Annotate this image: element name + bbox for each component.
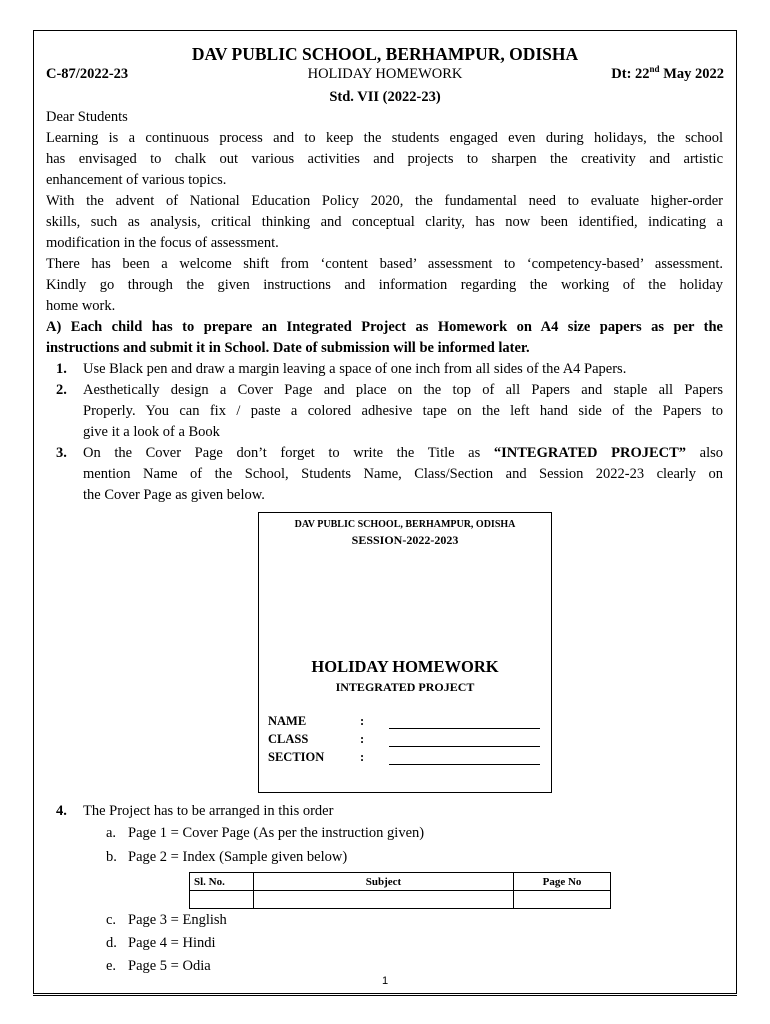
page-border-bottom: [33, 993, 737, 996]
salutation: Dear Students: [46, 109, 128, 125]
table-cell: [190, 891, 254, 909]
intro-text: [46, 107, 723, 359]
table-header-pageno: Page No: [514, 873, 611, 891]
cover-blank-line: [389, 716, 540, 729]
table-header-subject: Subject: [254, 873, 514, 891]
instruction-line: Aesthetically design a Cover Page and place on the top of all Papers and staple all Papers: [83, 382, 723, 398]
cover-colon: :: [360, 714, 365, 728]
order-item-b: b. Page 2 = Index (Sample given below): [106, 849, 348, 865]
cover-colon: :: [360, 732, 365, 746]
instruction-line: Use Black pen and draw a margin leaving a space of one inch from all sides of the A4 Papers.: [83, 361, 627, 377]
table-header-slno: Sl. No.: [190, 873, 254, 891]
cover-title: HOLIDAY HOMEWORK: [311, 657, 499, 676]
table-header-row: [190, 873, 611, 891]
document-date: Dt: 22nd May 2022: [611, 64, 724, 82]
instruction-line: mention Name of the School, Students Name, Class/Section and Session 2022-23 clearly on: [83, 466, 723, 482]
para1-line: has envisaged to chalk out various activities and projects to sharpen the creativity and artistic: [46, 151, 723, 167]
cover-blank-line: [389, 752, 540, 765]
table-row: [190, 891, 611, 909]
instruction-number: 1.: [56, 361, 67, 377]
instruction-line: Properly. You can fix / paste a colored adhesive tape on the left hand side of the Papers to: [83, 403, 723, 419]
order-item-c: c. Page 3 = English: [106, 912, 227, 928]
cover-page-sample: [258, 512, 552, 793]
para2-line: modification in the focus of assessment.: [46, 235, 279, 251]
para1-line: enhancement of various topics.: [46, 172, 227, 188]
instruction-line: On the Cover Page don’t forget to write the Title as “INTEGRATED PROJECT” also: [83, 445, 724, 461]
index-sample-table: [189, 872, 611, 909]
para2-line: skills, such as analysis, critical thinking and conceptual clarity, has now been identified, indicating a: [46, 214, 723, 230]
section-a-line: instructions and submit it in School. Date of submission will be informed later.: [46, 340, 530, 356]
para3-line: home work.: [46, 298, 116, 314]
reference-number: C-87/2022-23: [46, 66, 129, 82]
cover-subtitle: INTEGRATED PROJECT: [335, 680, 475, 694]
instruction-line: The Project has to be arranged in this order: [83, 803, 334, 819]
cover-field-section: SECTION: [268, 750, 325, 764]
page-number: 1: [381, 975, 389, 987]
table-cell: [514, 891, 611, 909]
cover-session: SESSION-2022-2023: [351, 533, 459, 547]
instruction-number: 4.: [56, 803, 67, 819]
para3-line: There has been a welcome shift from ‘content based’ assessment to ‘competency-based’ assessment.: [46, 256, 723, 272]
para3-line: Kindly go through the given instructions and information regarding the working of the holiday: [46, 277, 723, 293]
para2-line: With the advent of National Education Policy 2020, the fundamental need to evaluate higher-order: [46, 193, 723, 209]
document-title: HOLIDAY HOMEWORK: [307, 66, 463, 82]
para1-line: Learning is a continuous process and to keep the students engaged even during holidays, the school: [46, 130, 723, 146]
cover-colon: :: [360, 750, 365, 764]
order-item-a: a. Page 1 = Cover Page (As per the instruction given): [106, 825, 425, 841]
cover-blank-line: [389, 734, 540, 747]
section-a-line: A) Each child has to prepare an Integrated Project as Homework on A4 size papers as per the: [46, 319, 723, 335]
order-item-d: d. Page 4 = Hindi: [106, 935, 216, 951]
cover-field-class: CLASS: [268, 732, 309, 746]
class-standard: Std. VII (2022-23): [329, 89, 441, 105]
school-name: DAV PUBLIC SCHOOL, BERHAMPUR, ODISHA: [191, 44, 579, 64]
cover-school-name: DAV PUBLIC SCHOOL, BERHAMPUR, ODISHA: [294, 519, 516, 530]
table-cell: [254, 891, 514, 909]
instruction-number: 3.: [56, 445, 67, 461]
order-item-e: e. Page 5 = Odia: [106, 958, 211, 974]
instruction-number: 2.: [56, 382, 67, 398]
instruction-line: the Cover Page as given below.: [83, 487, 265, 503]
instruction-line: give it a look of a Book: [83, 424, 220, 440]
cover-field-name: NAME: [268, 714, 307, 728]
